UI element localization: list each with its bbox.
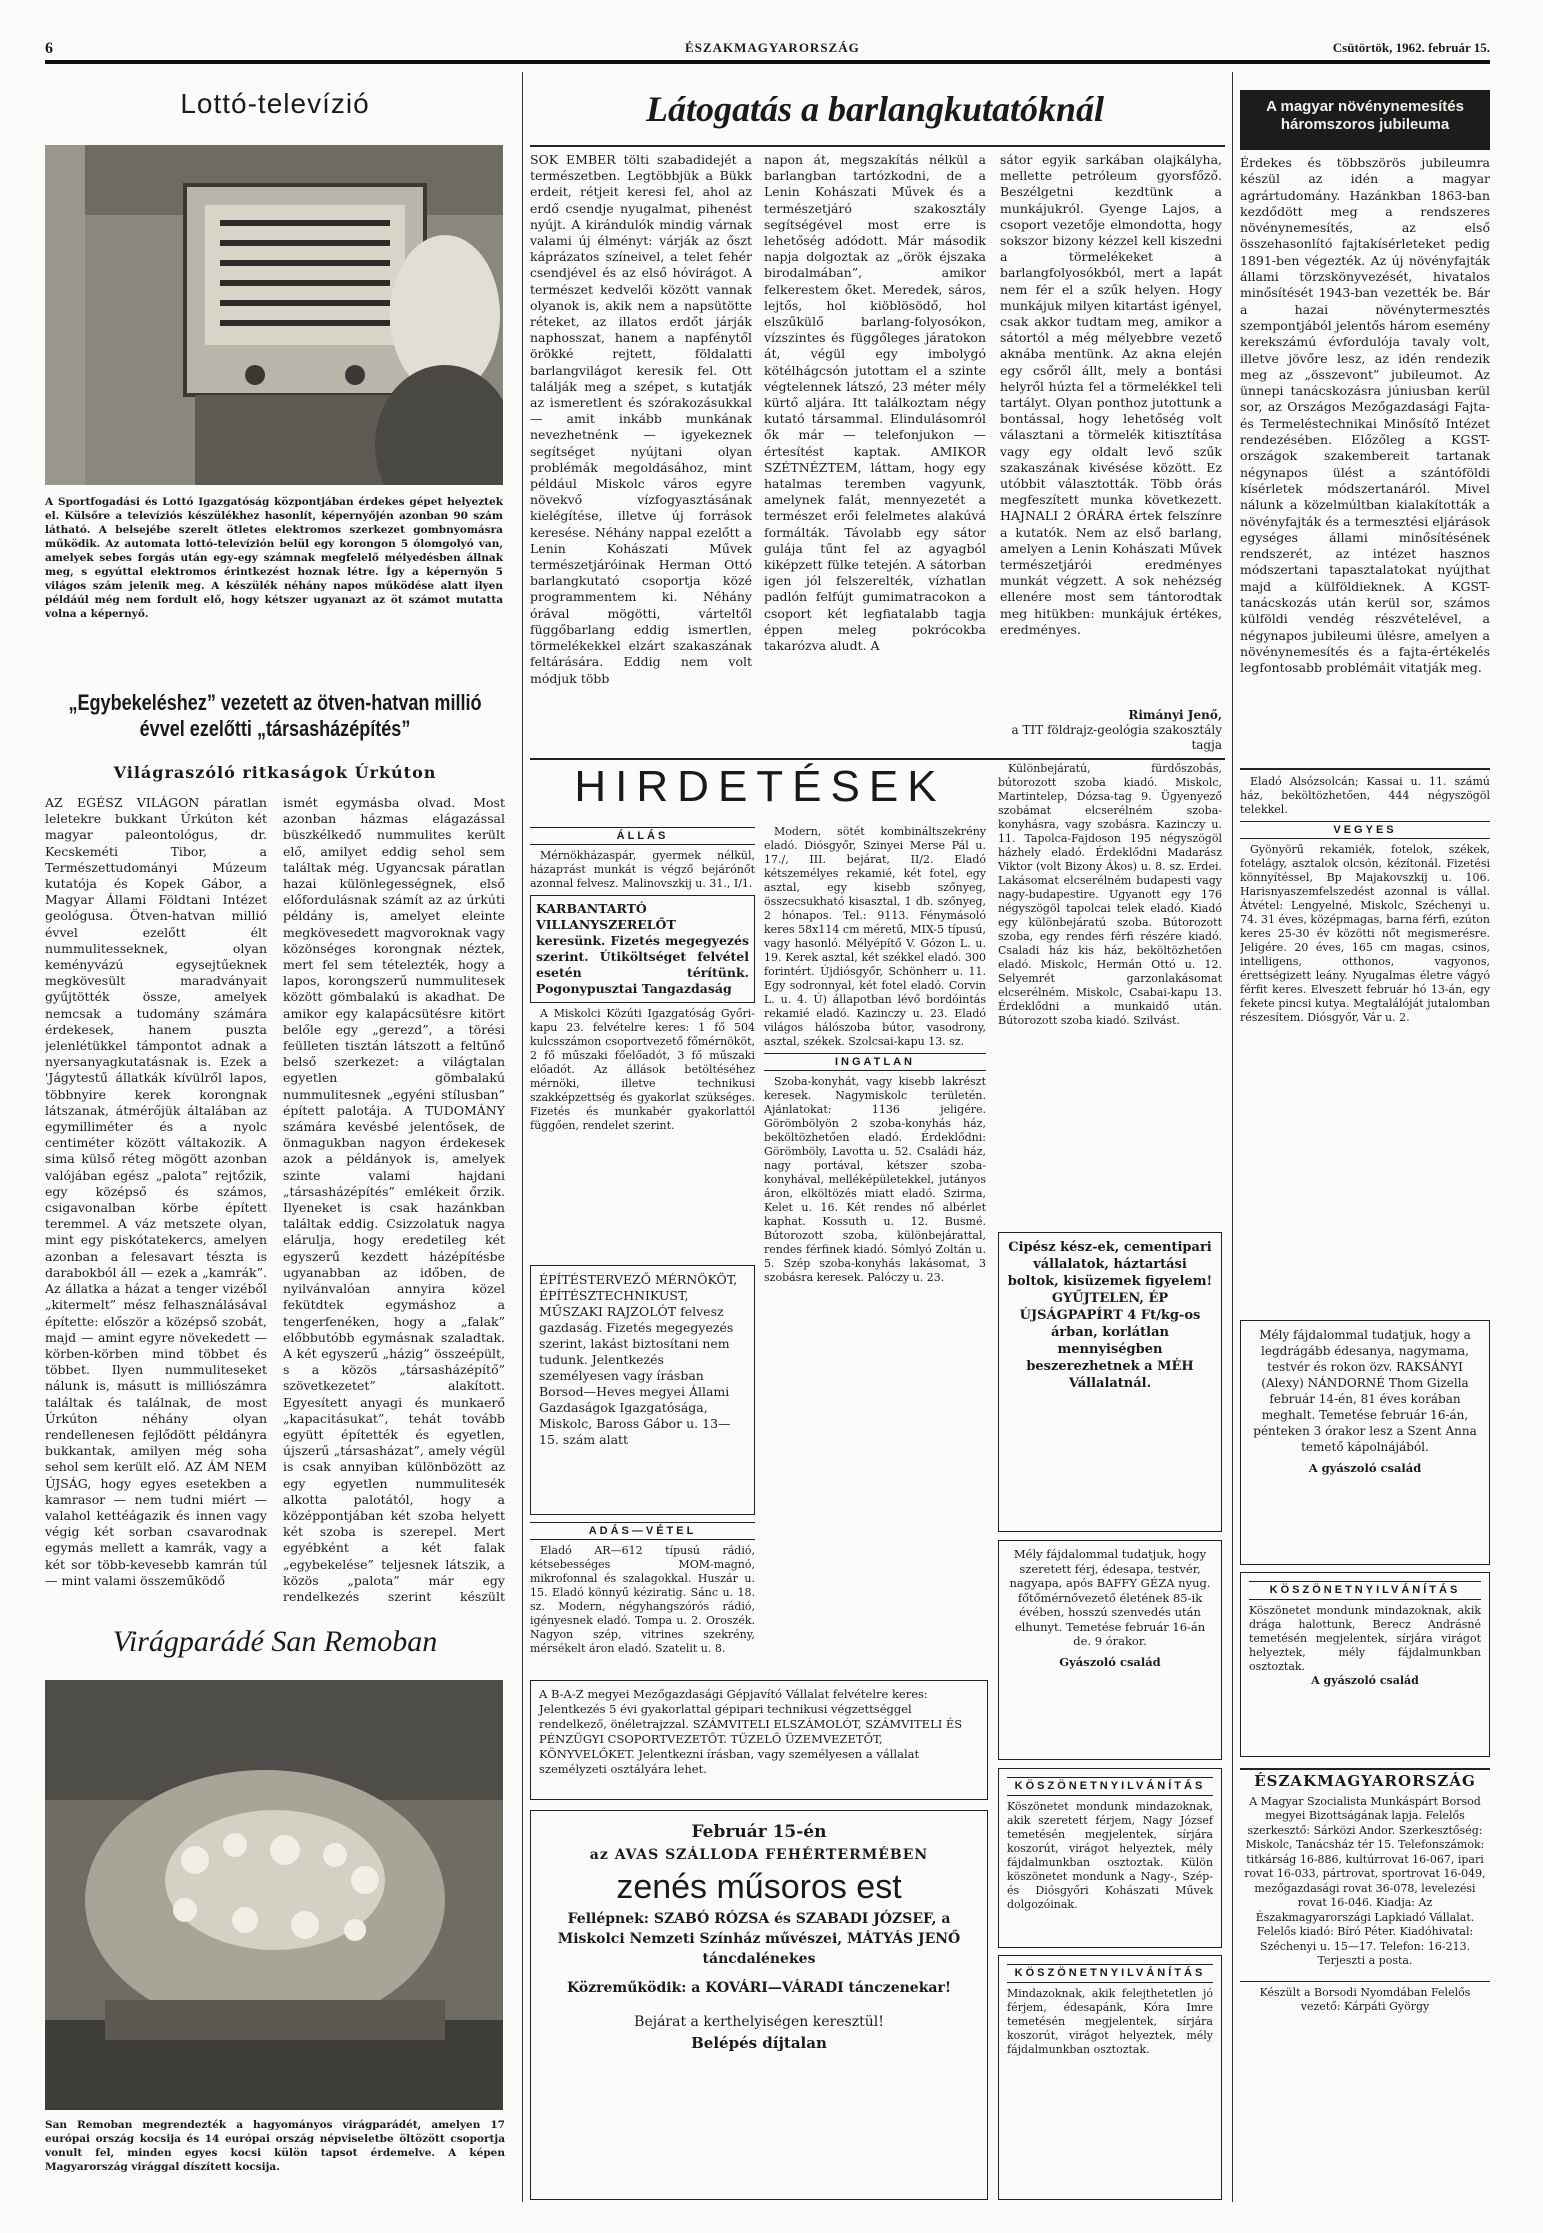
- ads-allas-head: ÁLLÁS: [530, 827, 755, 845]
- ads-adasvetel: [530, 1520, 755, 1670]
- ad-col3: Különbejáratú, fürdőszobás, bútorozott szoba kiadó. Miskolc, Martintelep, Dózsa-tag 9. Ügyenyező szobámat elcserélném szoba-konyhásra, vagy szobásra. Kazinczy u. 11. Tapolca-Fajdoson 195 négyszögöl házhely eladó. Érdeklődni Madarász Viktor (volt Bizony Ákos) u. 8. sz. Erdei. Lakásomat elcserélném budapesti vagy nagy-budapestire. Ugyanott egy 176 négyszögöl tapolcai telek eladó. Kiadó egy különbejáratú szoba. Bútorozott szoba, egy rendes férfi részére kiadó. Csaladi ház kis ház, beköltözhetően eladó. Miskolc, Hermán Ottó u. 12. Selyemrét garzonlakásomat elcserélném. Miskolc, Csabai-kapu 13. Érdeklődni a munkaidő után. Bútorozott szoba kiadó. Szilvást.: [998, 762, 1222, 1027]
- ads-col2: [764, 825, 986, 1670]
- koszonet-mid2-head: KÖSZÖNETNYILVÁNÍTÁS: [1007, 1964, 1213, 1983]
- mourning-raksanyi-sign: A gyászoló család: [1308, 1461, 1422, 1475]
- cave-text-col1: SOK EMBER tölti szabadidejét a természetben. Legtöbbjük a Bükk erdeit, rétjeit keresi fel, ahol az erdő csendje nyugalmat, pihenést nyújt. A kirándulók mindig várnak valami új élményt: várják az őszt káprázatos színeivel, a telet fehér csendjével és az első hóvirágot. A természet kedvelői között vannak olyanok is, akik nem a napsütötte réteket, az illatos erdőt járják naphosszat, hanem a napfénytől örökké rejtett, földalatti barlangvilágot keresik fel. Ott találják meg a szépet, s kutatják az ismeretlent és szórakozásukkal — amit inkább munkának nevezhetnénk — igyekeznek segítséget nyújtani olyan problémák megoldásához, mint például Miskolc város egyre növekvő vízfogyasztásának kielégítése, illetve új források keresése. Néhány nappal ezelőtt a Lenin Kohászati Művek természetjáróinak Herman Ottó barlangkutató csoportja közé programmentem ki. Néhány órával mögötti, várteltől függőbarlang eddig ismertlen, törmelékekkel elzárt szakaszának feltárására. Eddig nem volt módjuk több: [530, 152, 752, 686]
- cave-title-rule: [530, 145, 1225, 147]
- mourning-baffy-sign: Gyászoló család: [1059, 1654, 1161, 1669]
- lotto-photo-image: [45, 145, 503, 485]
- gomb-subtitle: Világraszóló ritkaságok Úrkúton: [113, 763, 437, 782]
- gomb-title-wrap: [45, 690, 505, 770]
- cave-title-wrap: [530, 88, 1220, 143]
- koszonet-mid-box: [998, 1768, 1222, 1948]
- mourning-raksanyi: Mély fájdalommal tudatjuk, hogy a legdrágább édesanya, nagymama, testvér és rokon özv. RAKSÁNYI (Alexy) NÁNDORNÉ Thom Gizella február 14-én, 81 éves korában meghalt. Temetése február 16-án, pénteken 3 órakor lesz a Szent Anna temető kápolnájából.: [1253, 1328, 1477, 1454]
- ads-col3: [998, 762, 1222, 1222]
- masthead: ÉSZAKMAGYARORSZÁG: [685, 40, 860, 55]
- mourning-baffy-box: [998, 1540, 1222, 1760]
- sanremo-photo: [45, 1680, 503, 2110]
- impressum-text: A Magyar Szocialista Munkáspárt Borsod megyei Bizottságának lapja. Felelős szerkesztő: Sárközi Andor. Szerkesztőség: Miskolc, Tanácsház tér 15. Telefonszámok: titkárság 16-886, kultúrrovat 16-067, ipari rovat 16-033, pártrovat, sportrovat 16-049, mezőgazdasági rovat 36-078, levelezési rovat 16-046. Kiadja: Az Északmagyarországi Lapkiadó Vállalat. Felelős kiadó: Bíró Péter. Kiadóhivatal: Széchenyi u. 15—17. Telefon: 16-213. Terjeszti a posta.: [1244, 1794, 1486, 1967]
- sanremo-caption: San Remoban megrendezték a hagyományos virágparádét, amelyen 17 európai ország kocsija és 14 európai ország népviseletbe öltözött csoportja vonult fel, minden egyes kocsi külön tapsot érdemelve. A képen Magyarország virággal díszített kocsija.: [45, 2119, 505, 2173]
- gomb-text-col1: AZ EGÉSZ VILÁGON páratlan leletekre bukkant Úrkúton két magyar paleontológus, dr. Kecskeméti Tibor, a Természettudományi Múzeum kutatója és Kopek Gábor, a Magyar Állami Földtani Intézet geológusa. Ötven-hatvan millió évvel ezelőtt élt nummulitesseknek, olyan keményvázú egysejtűeknek megkövesült maradványait gyűjtötték össze, amelyek nemcsak a tudomány számára érdekesek, hanem puszta jelenlétükkel támpontot adnak a nyersanyagkutatásnak is. Ezek a 'Jágytestű állatkák kívülről lapos, többnyire kerek korongnak látszanak, átmérőjük általában az egymilliméter és a nyolc centiméter között váltakozik. A sima külső réteg mögött azonban valójában egész „palota” rejtőzik, egy középső és számos, csigavonalban körbe épített teremmel. A váz metszete olyan, mint egy piskótatekercs, amelyen azonban a felesavart tészta is darabokból áll — ezek a „kamrák”. Az állatka a házat a tenger vizéből „kitermelt” mész felhasználásával építette: először a középső szobát, majd — amint egyre növekedett — körben-körben mind többet és többet. Ilyen nummuliteseket nálunk is, másutt is milliószámra találtak és találnak, de most Úrkúton néhány olyan rendellenesen fejlődött példányra bukkantak, amilyen még soha sehol sem került elő. AZ ÁM NEM ÚJSÁG, hogy egyes esetekben a kamrasor — nem tudni miért — valahol kettéágazik és innen vagy végig két sorban csavarodnak egymás mellett a kamrák, vagy a két sor több-kevesebb kamrán túl — mint valami összeműködő: [45, 795, 267, 1588]
- koszonet-mid: Köszönetet mondunk mindazoknak, akik szeretett férjem, Nagy József temetésén megjelentek, sírjára koszorút, virágot helyeztek, mély fájdalmunkban osztoztak. Külön köszönetet mondunk a Nagy-, Szép- és Diósgyőri Kohászati Művek dolgozóinak.: [1007, 1799, 1213, 1911]
- cave-author: Rimányi Jenő,: [1128, 708, 1222, 722]
- column-rule: [1232, 72, 1233, 2202]
- lotto-article-title-wrap: [40, 88, 510, 138]
- ad-avas-box: [530, 1810, 988, 2200]
- ads-rule: [530, 758, 1225, 760]
- lotto-title: Lottó-televízió: [180, 88, 370, 119]
- ad-vegyes: Gyönyörű rekamiék, fotelok, székek, fotelágy, asztalok olcsón, kézítonál. Fizetési könnyítéssel, Bp Majakovszkij u. 106. Harisnyaszemfelszedést azonnal is vállal. Átvétel: Lengyelné, Miskolc, Széchenyi u. 74. 31 éves, középmagas, barna férfi, ezúton keres 25-30 év közötti nőt megismerésre. Jeligére. 20 éves, 165 cm magas, csinos, intelligens, otthonos, vagyonos, érettségizett leány. Nyugalmas életre vágyó férfit keres. Elveszett február hó 13-án, egy fekete pincsi kutya. Megtalálóját jutalomban részesítem. Diósgyőr, Vár u. 2.: [1240, 843, 1490, 1024]
- cave-title: Látogatás a barlangkutatóknál: [645, 89, 1105, 129]
- cave-byline: [1000, 708, 1222, 752]
- koszonet-right: Köszönetet mondunk mindazoknak, akik drága halottunk, Berecz Andrásné temetésén megjelentek, sírjára virágot helyeztek, mély fájdalmunkban osztoztak.: [1249, 1603, 1481, 1673]
- ads-title: HIRDETÉSEK: [574, 762, 946, 811]
- right-ads: [1240, 775, 1490, 1315]
- cave-author-note: a TIT földrajz-geológia szakosztály tagja: [1011, 723, 1222, 752]
- avas-host: Közreműködik: a KOVÁRI—VÁRADI tánczenekar!: [567, 1979, 951, 1996]
- avas-performers: Fellépnek: SZABÓ RÓZSA és SZABADI JÓZSEF, a Miskolci Nemzeti Színház művészei, MÁTYÁS JENŐ táncdalénekes: [557, 1910, 961, 1967]
- ads-title-wrap: [530, 762, 990, 818]
- avas-entry: Belépés díjtalan: [691, 2033, 827, 2052]
- ad-cipesz-box: [998, 1232, 1222, 1532]
- column-rule: [522, 72, 523, 2202]
- ad-elado-alsozsolca: Eladó Alsózsolcán; Kassai u. 11. számú ház, beköltözhetően, 444 négyszögöl telekkel.: [1240, 775, 1490, 816]
- koszonet-mid2-box: [998, 1955, 1222, 2200]
- page-number: 6: [45, 40, 53, 57]
- ads-col1: [530, 825, 755, 1255]
- ad-epitesz: ÉPÍTÉSTERVEZŐ MÉRNÖKÖT, ÉPÍTÉSZTECHNIKUST, MŰSZAKI RAJZOLÓT felvesz gazdaság. Fizetés megegyezés szerint, lakást biztosítani nem tudunk. Jelentkezés személyesen vagy írásban Borsod—Heves megyei Állami Gazdaságok Igazgatósága, Miskolc, Baross Gábor u. 13—15. szám alatt: [539, 1272, 738, 1447]
- ad-cipesz: Cipész kész-ek, cementipari vállalatok, háztartási boltok, kisüzemek figyelem! GYŰJTELEN, ÉP ÚJSÁGPAPÍRT 4 Ft/kg-os árban, korlátlan mennyiségben beszerezhetnek a MÉH Vállalatnál.: [1007, 1240, 1213, 1391]
- ad-karbantarto-box: [530, 895, 755, 1003]
- right-ads-rule: [1240, 768, 1490, 770]
- printer-info: Készült a Borsodi Nyomdában Felelős vezető: Kárpáti György: [1240, 1981, 1490, 2015]
- issue-date: Csütörtök, 1962. február 15.: [1332, 40, 1490, 55]
- page-header: [45, 40, 1490, 64]
- avas-place: az AVAS SZÁLLODA FEHÉRTERMÉBEN: [589, 1846, 929, 1863]
- koszonet-mid-head: KÖSZÖNETNYILVÁNÍTÁS: [1007, 1777, 1213, 1796]
- avas-date: Február 15-én: [691, 1822, 827, 1842]
- ad-abaz-box: [530, 1680, 988, 1800]
- lotto-caption: A Sportfogadási és Lottó Igazgatóság központjában érdekes gépet helyeztek el. Külsőre a televíziós készülékhez hasonlít, képernyőjén azonban 90 szám látható. A belsejébe szerelt ötletes elektromos szerkezet gombnyomásra működik. Az automata lottó-televízión belül egy korongon 5 ólomgolyó van, amelyek sebes forgás után egy-egy számnak megfelelő mélyedésben állnak meg, s egyúttal elektromos érintkezést hoznak létre. Így a képernyőn 5 világos szám jelenik meg. A készülék néhány napos működése alatt ilyen példáúl még nem fordult elő, hogy kétszer ugyanazt az öt számot mutatta volna a képernyő.: [45, 496, 503, 620]
- ads-adasvetel-head: ADÁS—VÉTEL: [530, 1522, 755, 1540]
- ad-ingatlan: Szoba-konyhát, vagy kisebb lakrészt keresek. Nagymiskolc területén. Ajánlatokat: 1136 jeligére. Görömbölyön 2 szoba-konyhás ház, beköltözhetően eladó. Érdeklődni: Görömböly, Lavotta u. 52. Családi ház, nagy portával, kétszer szoba-konyhával, melléképületekkel, jutányos áron, elköltözés miatt eladó. Szirma, Kelet u. 16. Két rendes nő albérlet kaphat. Kossuth u. 12. Busmé. Bútorozott szoba, különbejárattal, rendes férfinek kiadó. Sómlyó Zoltán u. 5. Szép szoba-konyhás lakásomat, 3 szobásra keresek. Palóczy u. 23.: [764, 1075, 986, 1284]
- ad-igazgatosag: A Miskolci Közúti Igazgatóság Győri-kapu 23. felvételre keres: 1 fő 504 kulcsszámon csoportvezető főmérnököt, 2 fő műszaki főelőadót, 3 fő műszaki előadót. Az állások betöltéséhez mérnöki, illetve technikusi szakképzettség és gyakorlat szükséges. Fizetés és munkabér gyakorlattól függően, rendelet szerint.: [530, 1007, 755, 1132]
- ad-abaz: A B-A-Z megyei Mezőgazdasági Gépjavító Vállalat felvételre keres: Jelentkezés 5 évi gyakorlattal gépipari technikusi végzettséggel rendelkező, önéletrajzzal. SZÁMVITELI ELSZÁMOLÓT, SZÁMVITELI ÉS PÉNZÜGYI CSOPORTVEZETŐT. TÜZELŐ ÜZEMVEZETŐT, KÖNYVELŐKET. Jelentkezni írásban, vagy személyesen a vállalat személyzeti osztályára lehet.: [539, 1687, 963, 1776]
- lotto-photo: [45, 145, 503, 485]
- avas-title: zenés műsoros est: [616, 1868, 902, 1906]
- ads-ingatlan-head: INGATLAN: [764, 1053, 986, 1071]
- gomb-title: „Egybekeléshez” vezetett az ötven-hatvan millió évvel ezelőtti „társasházépítés”: [68, 690, 482, 741]
- koszonet-mid2: Mindazoknak, akik felejthetetlen jó férjem, édesapánk, Kóra Imre temetésén megjelentek, sírjára koszorút, virágot helyeztek, mély fájdalmunkban osztoztak.: [1007, 1986, 1213, 2056]
- koszonet-right-head: KÖSZÖNETNYILVÁNÍTÁS: [1249, 1581, 1481, 1600]
- ad-karbantarto: KARBANTARTÓ VILLANYSZERELŐT keresünk. Fizetés megegyezés szerint. Útiköltséget felvétel esetén térítünk. Pogonypusztai Tangazdaság: [536, 901, 749, 996]
- ad-allas-1: Mérnökházaspár, gyermek nélkül, házaртást munkát is végző bejárónőt azonnal felvesz. Malinovszkij u. 31., I/1.: [530, 849, 755, 890]
- novenyek-title-box: [1240, 90, 1490, 150]
- sanremo-title: Virágparádé San Remoban: [112, 1625, 438, 1658]
- cave-text-col3: sátor egyik sarkában olajkályha, mellette petróleum gyorsfőző. Beszélgetni kezdtünk a munkájukról. Gyenge Lajos, a csoport vezetője elmondotta, hogy sokszor bizony kézzel kell kiszedni a törmelékeket a barlangfolyosókból, mert a lapát nem fér el a szűk helyen. Hogy munkájuk milyen kitartást igényel, csak akkor tudtam meg, amikor a sátortól a még mélyebbre vezető aknába mentünk. Az akna elején egy csőről állt, mely a bontási helyről húzta fel a törmelékkel teli tartályt. Olyan ponthoz jutottunk a bontással, hogy lehetőség volt választani a törmelék kitisztítása vagy egy oldalt levő szűk szakaszának kivésése között. Ez utóbbit választották. Több órás megfeszített munka következett. HAJNALI 2 ÓRÁRA értek felszínre a kutatók. Nem az első barlang, amelyen a Lenin Kohászati Művek természetjárói eredményes munkát végzett. A sok nehézség ellenére most sem tántorodtak meg hitükben: munkájuk értékes, eredményes.: [1000, 152, 1222, 637]
- novenyek-title: A magyar növénynemesítés háromszoros jubileuma: [1266, 98, 1464, 133]
- cave-text-col2: napon át, megszakítás nélkül a barlangban tartózkodni, de a Lenin Kohászati Művek és a természetjáró szakosztály segítségével most erre is lehetőség adódott. Már második napja dolgoztak az „örök éjszaka birodalmában”, amikor felkerestem őket. Meredek, sáros, lejtős, hol kiöblösödő, hol elszűkülő barlang-folyosókon, vízszintes és függőleges járatokon át, végül egy imbolygó kötélhágcsón jutottam el a szinte végtelennek látszó, 23 méter mély kürtő aljára. Itt találkoztam négy kutató társammal. Elindulásomról ők már — telefonjukon — értesítést kaptak. AMIKOR SZÉTNÉZTEM, láttam, hogy egy hatalmas teremben vagyunk, amelynek falát, mennyezetét a természet erői felelmetes alakúvá formálták. Távolabb egy sátor gulája tűnt fel az agyagból kiképzett fülke tetején. A sátorban igen jól felszerelték, vízhatlan padlón felfújt gumimatracokon a csoport két legfiatalabb tagja éppen meleg pokrócokba takarózva aludt. A: [764, 152, 986, 654]
- gomb-text-col2: ismét egymásba olvad. Most azonban házmas elágazással büszkélkedő nummulites került elő, amilyet eddig sehol sem találtak még. Ugyancsak páratlan hazai különlegességnek, első előfordulásnak számít az az úrkúti példány is, amelyet eleinte megkövesedett magvoroknak vagy közönséges korongnak néztek, mert fel sem tételezték, hogy a lapos, korongszerű nummulitesek között gömbalakú is akadhat. De amikor egy kalapácsütésre kitört belőle egy „gerezd”, a törési feülleten tisztán látszott a feltűnő belső szerkezet: a világtalan egyetlen gömbalakú nummulitesnek „egyéni stílusban” épített palotája. A TUDOMÁNY számára kevésbé jelentősek, de önmagukban nagyon érdekesek azok a példányok is, amelyek szinte valami hajdani „társasházépítés” emlékeit őrzik. Ilyeneket is csak hazánkban találtak eddig. Csizzolatuk nagya elárulja, hogy eredetileg két egyszerű kezdett házépítésbe ugyanabban az időben, de nyilvánvalóan annyira közel fekütdtek egymáshoz a tengerfenéken, hogy a „falak” előbbutóbb egymásnak szaladtak. A két egyszerű „házig” összeépült, s a közös „társasházépítő” szövetkezetet” alakított. Egyesített anyagi és munkaerő „kapacitásukat”, tehát tovább együtt építették és egyetlen, újszerű „társasházat”, amely végül is csak annyiban különbözött az egy egyetlen nummulitesék alkotta palotától, hogy a középpontjában két szoba helyett két szoba is szerepel. Mert egyébként a két falak „egybekelése” teljesnek látszik, a közös „palota” már egy rendelkezés szerint készült: [283, 795, 505, 1604]
- vegyes-head: VEGYES: [1240, 821, 1490, 839]
- koszonet-right-sign: A gyászoló család: [1311, 1673, 1419, 1687]
- ad-col2: Modern, sötét kombináltszekrény eladó. Diósgyőr, Szinyei Merse Pál u. 17./, III. bejárat, II/2. Eladó kétszemélyes rekamié, két fotel, egy asztal, egy kisebb szőnyeg, összecsukható kisasztal, 1 db. szőnyeg, 2 hónapos. Tel.: 9113. Fénymásoló keres 58x114 cm méretű, MIX-5 típusú, vagy hasonló. Mélyépítő V. Gózon L. u. 19. Kerek asztal, két székkel eladó. 300 forintért. Újdiósgyőr, Schönherr u. 11. Egy sodronnyal, két fotel eladó. Corvin L. u. 4. Ú) állapotban lévő bordóintás rekamié eladó. Kazinczy u. 23. Eladó világos hálószoba bútor, vasodrony, asztal, székek. Szolcsai-kapu 13. sz.: [764, 825, 986, 1048]
- ad-epitesz-box: [530, 1265, 755, 1515]
- ad-adasvetel: Eladó AR—612 típusú rádió, kétsebességes MOM-magnó, mikrofonnal és szalagokkal. Huszár u. 15. Eladó könnyű kéziratig. Sánc u. 18. sz. Modern, négyhangszórós rádió, igényesnek eladó. Tompa u. 2. Oroszék. Nagyon szép, vitrines szekrény, mérsékelt áron eladó. Szatelit u. 8.: [530, 1544, 755, 1655]
- impressum-block: [1240, 1768, 1490, 2203]
- sanremo-photo-image: [45, 1680, 503, 2110]
- avas-note: Bejárat a kerthelyiségen keresztül!: [634, 2014, 884, 2030]
- mourning-raksanyi-box: [1240, 1320, 1490, 1565]
- mourning-baffy: Mély fájdalommal tudatjuk, hogy szeretett férj, édesapa, testvér, nagyapa, após BAFFY GÉZA nyug. főtőmérnővezető életének 85-ik évében, hosszú szenvedés után elhunyt. Temetése február 16-án de. 9 órakor.: [1009, 1547, 1211, 1648]
- novenyek-text: Érdekes és többszörös jubileumra készül az idén a magyar agrártudomány. Hazánkban 1863-ban kezdődött meg a rendszeres növénynemesítés, az első összehasonlító fajtakísérleteket pedig 1891-ben végezték. Az új növényfajták állami törzskönyvezését, hivatalos minősítését 1943-ban vezették be. Bár a hazai növénytermesztés szempontjából jelentős három esemény kerekszámú évfordulója tavaly volt, illetve jövőre lesz, az idén rendezik meg az „összevont” jubileumot. Az ünnepi tanácskozásra júniusban kerül sor, az Országos Mezőgazdasági Fajta- és Termeléstechnikai Minősítő Intézet rendezésében. Előzőleg a KGST-országok szakembereit tartanak négynapos ülést a szántóföldi kísérletek módszertanáról. Mivel nálunk a közelmúltban kialakították a növényfajták és a termesztési eljárások egységes állami minősítésének rendszerét, az intézet hasznos módszertani tapasztalatokat nyújthat majd a külföldieknek. A KGST-tanácskozás után kerül sor, számos külföldi vendég részvételével, a négynapos jubileumi ülésre, amelyen a növénynemesítés és a fajta-értékelés legfontosabb problémáit vitatják meg.: [1240, 155, 1490, 676]
- sanremo-title-wrap: [45, 1625, 505, 1673]
- koszonet-right-box: [1240, 1572, 1490, 1757]
- impressum-title: ÉSZAKMAGYARORSZÁG: [1240, 1768, 1490, 1789]
